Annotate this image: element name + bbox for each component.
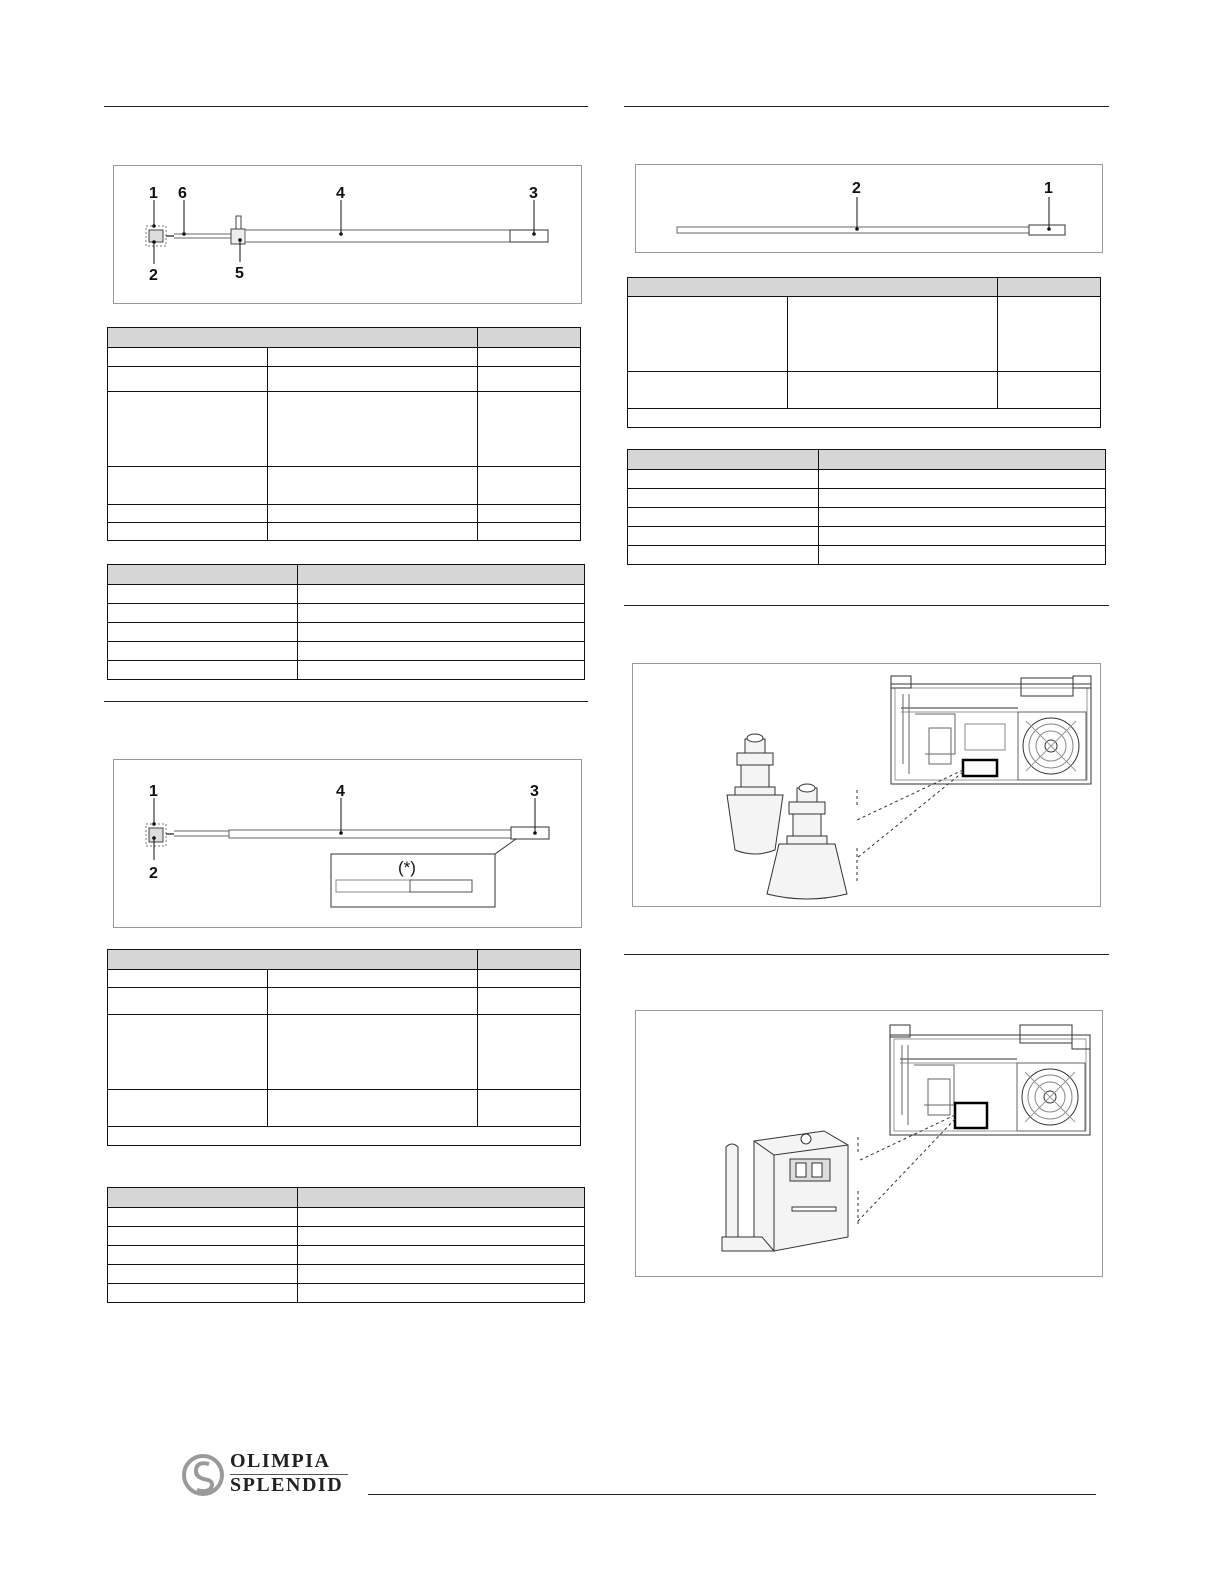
table-row [108, 392, 581, 467]
callout-2: 2 [852, 180, 861, 197]
table-row [628, 546, 1106, 565]
table-row [108, 988, 581, 1015]
table-header [298, 565, 585, 585]
table-header [108, 1188, 298, 1208]
table-row [108, 1015, 581, 1090]
table-row [108, 1227, 585, 1246]
table-header [108, 950, 478, 970]
figure-sensor-b [113, 759, 582, 928]
table-row [108, 1284, 585, 1303]
table-row [108, 505, 581, 523]
section-rule-right-3 [624, 954, 1109, 955]
table-row [108, 661, 585, 680]
callout-6: 6 [178, 185, 187, 202]
table-row [628, 508, 1106, 527]
spec-table-b [107, 949, 581, 1146]
callout-2: 2 [149, 865, 158, 882]
table-row [108, 1090, 581, 1127]
brand-logo [180, 1450, 350, 1498]
table-header [108, 328, 478, 348]
logo-mark-icon [180, 1452, 226, 1498]
logo-line-1: OLIMPIA [230, 1450, 331, 1472]
table-row [628, 297, 1101, 372]
table-row [108, 1127, 581, 1146]
table-row [108, 1246, 585, 1265]
figure-component-unit [635, 1010, 1103, 1277]
callout-4: 4 [336, 783, 345, 800]
table-row [108, 604, 585, 623]
callout-4: 4 [336, 185, 345, 202]
table-row [108, 1265, 585, 1284]
spec-table-a [107, 327, 581, 541]
table-header [108, 565, 298, 585]
callout-5: 5 [235, 265, 244, 282]
callout-3: 3 [529, 185, 538, 202]
table-row [628, 489, 1106, 508]
table-header [819, 450, 1106, 470]
footer-rule [368, 1494, 1096, 1495]
table-header [998, 278, 1101, 297]
table-header [628, 450, 819, 470]
detail-label: (*) [398, 858, 416, 877]
spec-table-a2 [107, 564, 585, 680]
spec-table-b2 [107, 1187, 585, 1303]
table-row [108, 348, 581, 367]
section-rule-left-2 [104, 701, 588, 702]
table-row [108, 642, 585, 661]
callout-1: 1 [1044, 180, 1053, 197]
figure-valves-unit [632, 663, 1101, 907]
table-row [108, 367, 581, 392]
callout-3: 3 [530, 783, 539, 800]
spec-table-c [627, 277, 1101, 428]
table-row [108, 970, 581, 988]
table-header [298, 1188, 585, 1208]
callout-2: 2 [149, 267, 158, 284]
table-header [628, 278, 998, 297]
table-row [628, 409, 1101, 428]
callout-1: 1 [149, 783, 158, 800]
figure-sensor-a [113, 165, 582, 304]
table-row [628, 372, 1101, 409]
logo-line-2: SPLENDID [230, 1474, 344, 1496]
section-rule-left-1 [104, 106, 588, 107]
table-row [108, 585, 585, 604]
table-row [108, 623, 585, 642]
figure-sensor-c [635, 164, 1103, 253]
table-row [628, 527, 1106, 546]
table-row [108, 523, 581, 541]
callout-1: 1 [149, 185, 158, 202]
table-row [108, 467, 581, 505]
section-rule-right-2 [624, 605, 1109, 606]
table-header [478, 950, 581, 970]
spec-table-c2 [627, 449, 1106, 565]
table-row [108, 1208, 585, 1227]
table-header [478, 328, 581, 348]
section-rule-right-1 [624, 106, 1109, 107]
table-row [628, 470, 1106, 489]
